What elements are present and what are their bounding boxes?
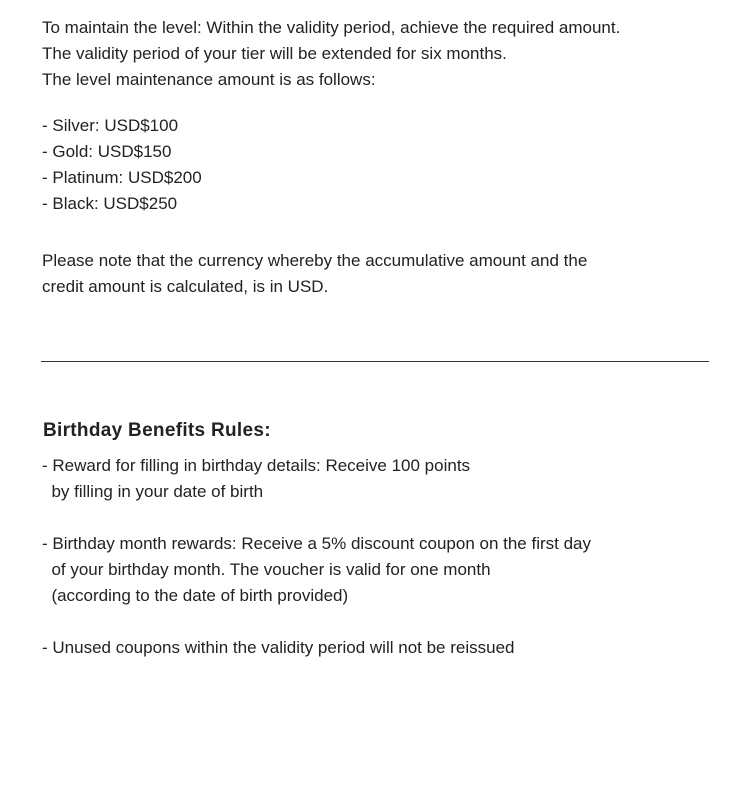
birthday-rule-line: by filling in your date of birth — [42, 482, 264, 501]
tier-item-platinum: - Platinum: USD$200 — [42, 168, 202, 187]
birthday-heading: Birthday Benefits Rules: — [43, 419, 271, 441]
maintenance-intro-line: The validity period of your tier will be extended for six months. — [42, 44, 507, 63]
birthday-rule-line: of your birthday month. The voucher is valid for one month — [42, 560, 491, 579]
tier-item-black: - Black: USD$250 — [42, 194, 178, 213]
birthday-rule-line: (according to the date of birth provided) — [42, 586, 349, 605]
birthday-rule-line: - Reward for filling in birthday details: Receive 100 points — [42, 456, 471, 475]
tier-item-gold: - Gold: USD$150 — [42, 142, 172, 161]
birthday-rule-line: - Unused coupons within the validity period will not be reissued — [42, 638, 515, 657]
tier-item-silver: - Silver: USD$100 — [42, 116, 179, 135]
birthday-rule-line: - Birthday month rewards: Receive a 5% discount coupon on the first day — [42, 534, 592, 553]
section-divider — [41, 361, 709, 362]
maintenance-intro-line: The level maintenance amount is as follows: — [42, 70, 376, 89]
currency-note-line: Please note that the currency whereby the accumulative amount and the — [42, 251, 588, 270]
currency-note-line: credit amount is calculated, is in USD. — [42, 277, 329, 296]
maintenance-intro-line: To maintain the level: Within the validity period, achieve the required amount. — [42, 18, 621, 37]
